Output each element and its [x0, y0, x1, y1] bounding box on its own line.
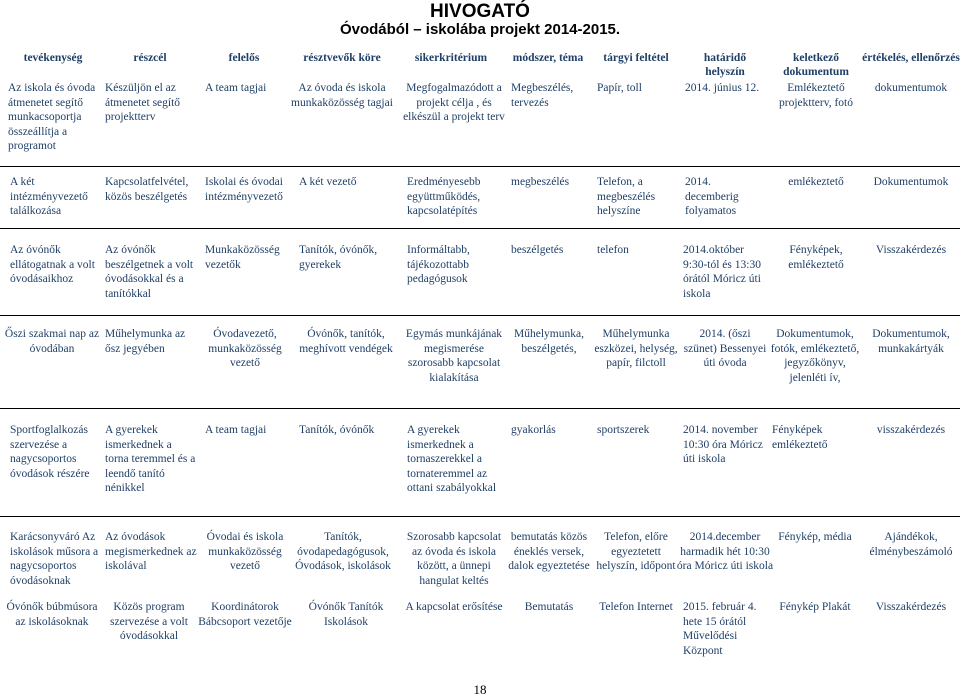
- cell-targyi: Telefon, a megbeszélés helyszíne: [597, 176, 656, 218]
- cell-felelos: Munkaközösség vezetők: [205, 244, 280, 271]
- cell-modszer: Megbeszélés, tervezés: [511, 82, 574, 109]
- cell-hatarido: 2014.december harmadik hét 10:30 óra Móricz úti iskola: [676, 531, 774, 573]
- cell-resztvevok: A két vezető: [299, 176, 357, 188]
- cell-hatarido: 2014. (őszi szünet) Bessenyei úti óvoda: [683, 328, 767, 370]
- cell-resztvevok: Óvónők, tanítók, meghívott vendégek: [299, 328, 393, 355]
- row-divider: [0, 166, 960, 167]
- cell-dokumentum: Fényképek emlékeztető: [772, 424, 828, 451]
- cell-tevekenyseg: Őszi szakmai nap az óvodában: [4, 328, 100, 355]
- cell-tevekenyseg: Sportfoglalkozás szervezése a nagycsoportos óvodások részére: [10, 424, 90, 480]
- cell-ertekeles: Visszakérdezés: [875, 244, 947, 256]
- cell-ertekeles: Dokumentumok, munkakártyák: [872, 328, 950, 355]
- cell-reszcel: Készüljön el az átmenetet segítő projektterv: [105, 82, 181, 124]
- cell-reszcel: Az óvónők beszélgetnek a volt óvodásokkal és a tanítókkal: [105, 244, 194, 300]
- row-divider: [0, 228, 960, 229]
- cell-reszcel: A gyerekek ismerkednek a torna teremmel és a leendő tanító nénikkel: [105, 424, 196, 495]
- cell-hatarido: 2015. február 4. hete 15 órától Művelődési Központ: [683, 601, 757, 657]
- cell-sikerkriterium: Informáltabb, tájékozottabb pedagógusok: [407, 244, 470, 286]
- cell-dokumentum: Fényképek, emlékeztető: [788, 244, 844, 271]
- cell-targyi: telefon: [597, 244, 629, 256]
- cell-targyi: Papír, toll: [597, 82, 642, 94]
- row-divider: [0, 516, 960, 517]
- cell-hatarido: 2014. június 12.: [685, 82, 760, 94]
- cell-modszer: Műhelymunka, beszélgetés,: [514, 328, 584, 355]
- document-subtitle: Óvodából – iskolába projekt 2014-2015.: [339, 21, 621, 38]
- header-felelos: felelős: [228, 52, 260, 64]
- page-number: 18: [473, 682, 487, 697]
- cell-sikerkriterium: A gyerekek ismerkednek a tornaszerekkel a tornateremmel az ottani szabályokkal: [407, 424, 497, 495]
- header-hatarido: határidő helyszín: [703, 52, 747, 78]
- header-reszcel: részcél: [133, 52, 167, 64]
- cell-felelos: A team tagjai: [205, 82, 267, 94]
- cell-felelos: Óvodavezető, munkaközösség vezető: [208, 328, 282, 370]
- cell-targyi: Telefon, előre egyeztetett helyszín, időpont: [596, 531, 676, 573]
- cell-sikerkriterium: Egymás munkájának megismerése szorosabb kapcsolat kialakítása: [405, 328, 503, 384]
- cell-targyi: Műhelymunka eszközei, helység, papír, filctoll: [594, 328, 678, 370]
- cell-sikerkriterium: Megfogalmazódott a projekt célja , és elkészül a projekt terv: [403, 82, 505, 124]
- document-title: HIVOGATÓ: [430, 1, 530, 22]
- header-sikerkriterium: sikerkritérium: [414, 52, 488, 64]
- cell-sikerkriterium: Szorosabb kapcsolat az óvoda és iskola között, a ünnepi hangulat keltés: [406, 531, 502, 587]
- cell-modszer: megbeszélés: [511, 176, 570, 188]
- row-divider: [0, 315, 960, 316]
- cell-dokumentum: Dokumentumok, fotók, emlékeztető, jegyzőkönyv, jelenléti ív,: [770, 328, 860, 384]
- cell-tevekenyseg: Az iskola és óvoda átmenetet segítő munkacsoportja összeállítja a programot: [8, 82, 96, 153]
- row-divider: [0, 408, 960, 409]
- cell-modszer: Bemutatás: [524, 601, 574, 613]
- cell-resztvevok: Az óvoda és iskola munkaközösség tagjai: [291, 82, 393, 109]
- cell-ertekeles: dokumentumok: [874, 82, 948, 94]
- cell-hatarido: 2014.október 9:30-tól és 13:30 órától Móricz úti iskola: [683, 244, 761, 300]
- cell-dokumentum: Fénykép Plakát: [779, 601, 851, 613]
- cell-sikerkriterium: A kapcsolat erősítése: [405, 601, 503, 613]
- header-modszer: módszer, téma: [512, 52, 584, 64]
- cell-reszcel: Az óvodások megismerkednek az iskolával: [105, 531, 197, 573]
- cell-reszcel: Műhelymunka az ősz jegyében: [105, 328, 186, 355]
- cell-resztvevok: Tanítók, óvónők: [299, 424, 375, 436]
- cell-modszer: beszélgetés: [511, 244, 564, 256]
- cell-hatarido: 2014. november 10:30 óra Móricz úti iskola: [683, 424, 763, 466]
- cell-reszcel: Kapcsolatfelvétel, közös beszélgetés: [105, 176, 189, 203]
- header-resztvevok: résztvevők köre: [303, 52, 381, 64]
- header-targyi: tárgyi feltétel: [603, 52, 669, 64]
- cell-dokumentum: emlékeztető: [788, 176, 844, 188]
- cell-sikerkriterium: Eredményesebb együttműködés, kapcsolatépítés: [407, 176, 481, 218]
- cell-tevekenyseg: Az óvónők ellátogatnak a volt óvodásaikhoz: [10, 244, 95, 286]
- header-ertekeles: értékelés, ellenőrzés: [862, 52, 960, 64]
- cell-ertekeles: Dokumentumok: [873, 176, 949, 188]
- cell-dokumentum: Emlékeztető projektterv, fotó: [779, 82, 853, 109]
- cell-felelos: A team tagjai: [205, 424, 267, 436]
- cell-tevekenyseg: Óvónők búbmúsora az iskolásoknak: [6, 601, 98, 628]
- cell-ertekeles: Ajándékok, élménybeszámoló: [869, 531, 953, 558]
- cell-resztvevok: Tanítók, óvodapedagógusok, Óvodások, iskolások: [295, 531, 391, 573]
- cell-felelos: Koordinátorok Bábcsoport vezetője: [198, 601, 292, 628]
- cell-ertekeles: visszakérdezés: [876, 424, 946, 436]
- cell-ertekeles: Visszakérdezés: [875, 601, 947, 613]
- cell-tevekenyseg: A két intézményvezető találkozása: [10, 176, 88, 218]
- cell-hatarido: 2014. decemberig folyamatos: [685, 176, 739, 218]
- cell-targyi: sportszerek: [597, 424, 650, 436]
- cell-modszer: gyakorlás: [511, 424, 556, 436]
- cell-felelos: Óvodai és iskola munkaközösség vezető: [206, 531, 284, 573]
- cell-resztvevok: Tanítók, óvónők, gyerekek: [299, 244, 378, 271]
- cell-resztvevok: Óvónők Tanítók Iskolások: [308, 601, 384, 628]
- header-dokumentum: keletkező dokumentum: [783, 52, 849, 78]
- cell-tevekenyseg: Karácsonyváró Az iskolások műsora a nagycsoportos óvodásoknak: [10, 531, 99, 587]
- cell-felelos: Iskolai és óvodai intézményvezető: [205, 176, 283, 203]
- cell-modszer: bemutatás közös éneklés versek, dalok egyeztetése: [508, 531, 590, 573]
- cell-targyi: Telefon Internet: [599, 601, 673, 613]
- header-tevekenyseg: tevékenység: [23, 52, 83, 64]
- cell-reszcel: Közös program szervezése a volt óvodásokkal: [110, 601, 188, 643]
- cell-dokumentum: Fénykép, média: [778, 531, 852, 543]
